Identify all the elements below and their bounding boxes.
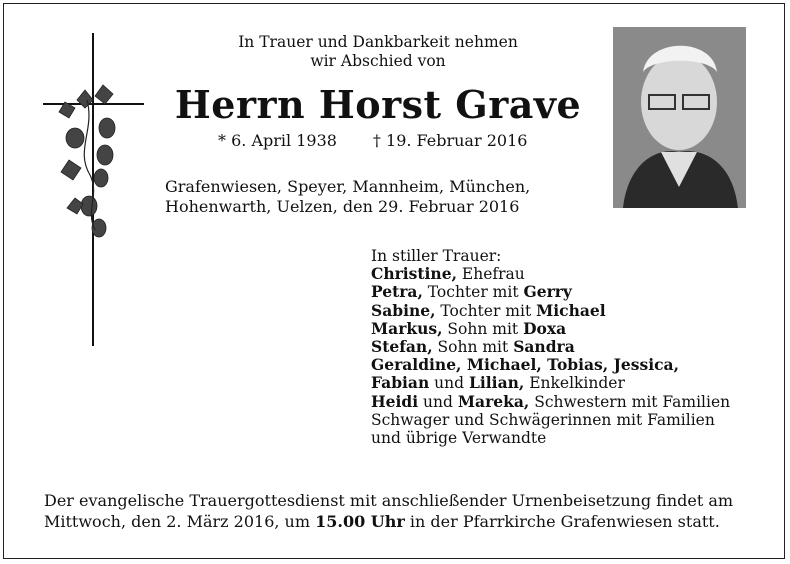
mourner-relation: Enkelkinder bbox=[524, 374, 625, 393]
death-date: † 19. Februar 2016 bbox=[372, 131, 528, 150]
conjunction: und bbox=[429, 374, 469, 393]
mourner-relation: Schwestern mit Familien bbox=[529, 392, 731, 411]
portrait-photo bbox=[613, 27, 746, 208]
mourner-name: Heidi bbox=[371, 391, 419, 411]
deceased-name: Herrn Horst Grave bbox=[174, 82, 582, 127]
place-line-1: Grafenwiesen, Speyer, Mannheim, München, bbox=[165, 177, 531, 196]
conjunction: und bbox=[418, 392, 458, 411]
birth-date: * 6. April 1938 bbox=[218, 131, 337, 150]
mourner-name: Doxa bbox=[523, 318, 567, 338]
mourners-list bbox=[371, 247, 730, 447]
mourner-name: Sandra bbox=[513, 337, 575, 357]
mourner-relation: Sohn mit bbox=[442, 319, 524, 338]
mourner-name: Geraldine, Michael, Tobias, Jessica, bbox=[371, 355, 679, 375]
mourner-line bbox=[371, 320, 730, 338]
service-location: in der Pfarrkirche Grafenwiesen statt. bbox=[404, 512, 720, 531]
mourner-line bbox=[371, 356, 730, 374]
mourner-name: Christine, bbox=[371, 264, 457, 284]
hop-vine-icon bbox=[55, 80, 125, 240]
mourner-line: Schwager und Schwägerinnen mit Familien bbox=[371, 410, 715, 429]
mourner-line bbox=[371, 374, 730, 392]
mourner-line bbox=[371, 265, 730, 283]
mourner-name: Gerry bbox=[523, 282, 572, 302]
life-dates bbox=[218, 131, 527, 150]
service-date: Mittwoch, den 2. März 2016, um bbox=[44, 512, 316, 531]
mourner-relation: Tochter mit bbox=[422, 283, 524, 302]
mourner-name: Mareka, bbox=[457, 391, 530, 411]
place-line-2: Hohenwarth, Uelzen, den 29. Februar 2016 bbox=[165, 197, 520, 216]
mourner-line bbox=[371, 338, 730, 356]
mourner-name: Sabine, bbox=[371, 300, 436, 320]
service-line-2 bbox=[44, 511, 750, 532]
mourning-heading: In stiller Trauer: bbox=[371, 247, 502, 265]
mourner-name: Fabian bbox=[371, 373, 430, 393]
intro-line-1: In Trauer und Dankbarkeit nehmen bbox=[238, 33, 518, 51]
mourner-line bbox=[371, 302, 730, 320]
mourner-relation: Ehefrau bbox=[456, 265, 525, 284]
mourner-name: Markus, bbox=[371, 318, 443, 338]
service-line-1: Der evangelische Trauergottesdienst mit anschließender Urnenbeisetzung findet am bbox=[44, 491, 734, 510]
mourner-relation: Tochter mit bbox=[435, 301, 537, 320]
mourner-name: Stefan, bbox=[371, 337, 433, 357]
mourner-line bbox=[371, 393, 730, 411]
intro-line-2: wir Abschied von bbox=[310, 52, 446, 70]
place-and-date bbox=[165, 177, 530, 217]
service-time: 15.00 Uhr bbox=[315, 512, 405, 531]
mourner-name: Petra, bbox=[371, 282, 423, 302]
mourner-name: Michael bbox=[536, 300, 606, 320]
mourner-name: Lilian, bbox=[469, 373, 525, 393]
mourner-line bbox=[371, 283, 730, 301]
service-announcement bbox=[44, 490, 750, 532]
mourner-line: und übrige Verwandte bbox=[371, 429, 547, 448]
mourner-relation: Sohn mit bbox=[432, 338, 514, 357]
